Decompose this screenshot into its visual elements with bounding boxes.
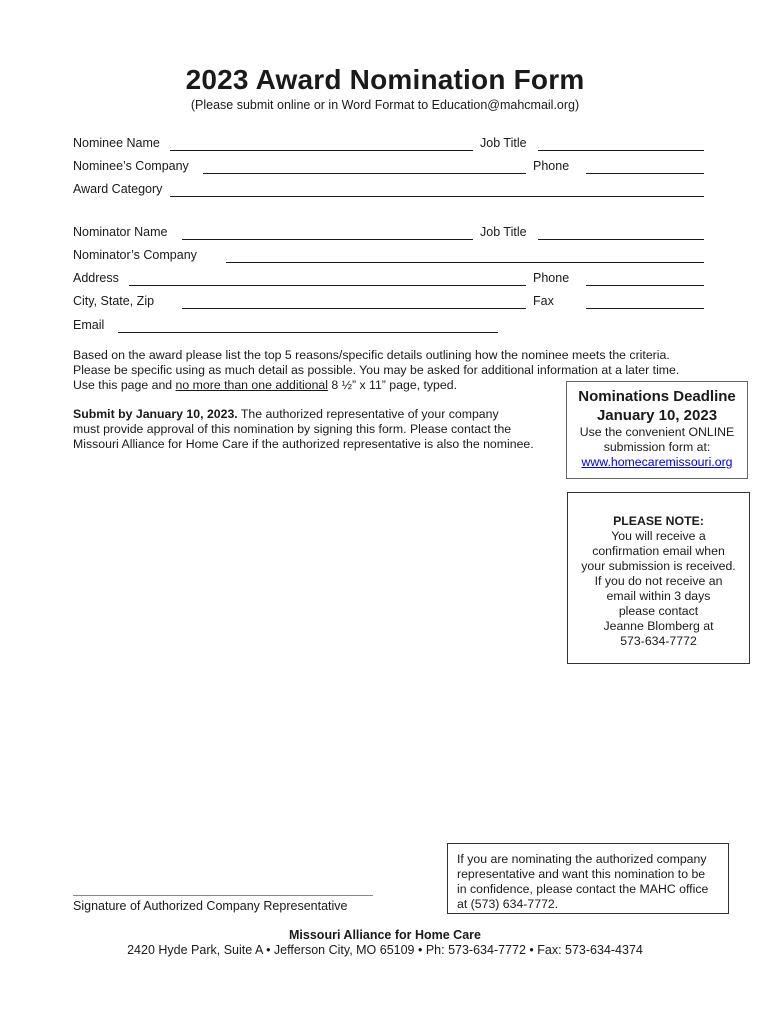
submit-instructions: Submit by January 10, 2023. The authorized representative of your company must provide approval of this nomination by signing this form. Please contact the Missouri Alliance for Home Care if the authorized representative is also the nominee. xyxy=(73,407,534,451)
nominator-phone-field[interactable] xyxy=(586,271,704,286)
submit-deadline: Submit by January 10, 2023. xyxy=(73,407,238,421)
nominee-name-field[interactable] xyxy=(170,136,473,151)
deadline-date: January 10, 2023 xyxy=(596,407,718,424)
page-title: 2023 Award Nomination Form xyxy=(185,64,585,95)
nominee-phone-label: Phone xyxy=(533,159,570,173)
nominee-phone-field[interactable] xyxy=(586,159,704,174)
deadline-box: Nominations Deadline January 10, 2023 Use the convenient ONLINE submission form at: www.homecaremissouri.org xyxy=(566,381,748,479)
email-label: Email xyxy=(73,318,105,332)
footer-address: 2420 Hyde Park, Suite A • Jefferson City, MO 65109 • Ph: 573-634-7772 • Fax: 573-634-4374 xyxy=(127,943,643,957)
confidential-box: If you are nominating the authorized company representative and want this nomination to be in confidence, please contact the MAHC office at (573) 634-7772. xyxy=(447,843,729,914)
nominee-job-title-label: Job Title xyxy=(480,136,527,150)
address-label: Address xyxy=(73,271,119,285)
instructions-line-2: Please be specific using as much detail as possible. You may be asked for additional information at a later time. xyxy=(73,363,680,377)
email-field[interactable] xyxy=(118,318,498,333)
nominator-job-title-label: Job Title xyxy=(480,225,527,239)
nominee-job-title-field[interactable] xyxy=(538,136,704,151)
footer-org: Missouri Alliance for Home Care xyxy=(289,928,481,942)
fax-field[interactable] xyxy=(586,294,704,309)
nominee-company-field[interactable] xyxy=(203,159,526,174)
nominator-phone-label: Phone xyxy=(533,271,570,285)
nominator-name-label: Nominator Name xyxy=(73,225,168,239)
address-field[interactable] xyxy=(129,271,526,286)
nominator-name-field[interactable] xyxy=(182,225,473,240)
award-category-field[interactable] xyxy=(170,182,704,197)
deadline-heading: Nominations Deadline xyxy=(578,388,736,405)
signature-label: Signature of Authorized Company Representative xyxy=(73,899,348,913)
nominator-job-title-field[interactable] xyxy=(538,225,704,240)
city-state-zip-field[interactable] xyxy=(182,294,526,309)
signature-line[interactable] xyxy=(73,887,373,896)
award-category-label: Award Category xyxy=(73,182,163,196)
fax-label: Fax xyxy=(533,294,554,308)
nominator-company-label: Nominator’s Company xyxy=(73,248,197,262)
submission-link[interactable]: www.homecaremissouri.org xyxy=(581,455,733,469)
one-page-limit: no more than one additional xyxy=(175,378,329,392)
nominee-company-label: Nominee’s Company xyxy=(73,159,189,173)
page-subtitle: (Please submit online or in Word Format to Education@mahcmail.org) xyxy=(190,98,580,112)
nominator-company-field[interactable] xyxy=(226,248,704,263)
instructions-line-3: Use this page and no more than one additional 8 ½” x 11” page, typed. xyxy=(73,378,457,392)
instructions-line-1: Based on the award please list the top 5 reasons/specific details outlining how the nominee meets the criteria. xyxy=(73,348,670,362)
city-state-zip-label: City, State, Zip xyxy=(73,294,155,308)
note-box: PLEASE NOTE: You will receive a confirmation email when your submission is received. If you do not receive an email within 3 days please contact Jeanne Blomberg at 573-634-7772 xyxy=(567,492,750,664)
nominee-name-label: Nominee Name xyxy=(73,136,160,150)
note-heading: PLEASE NOTE: xyxy=(613,514,704,528)
